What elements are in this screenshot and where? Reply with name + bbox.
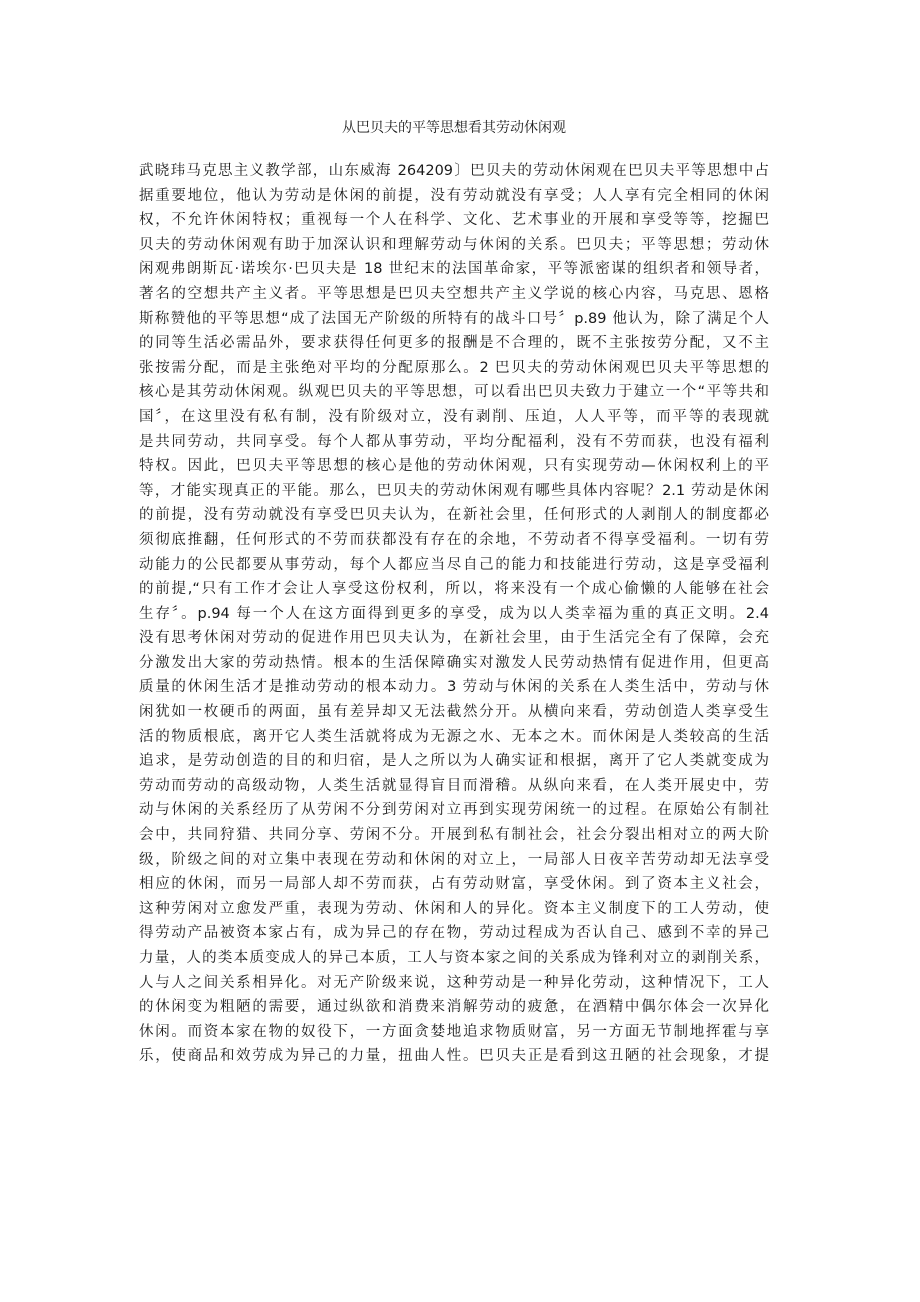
paragraph-line: 活的物质根底，离开它人类生活就将成为无源之水、无本之木。而休闲是人类较高的生活 [139,728,769,745]
paragraph-line: 分激发出大家的劳动热情。根本的生活保障确实对激发人民劳动热情有促进作用，但更高 [139,654,769,671]
paragraph-line: 得劳动产品被资本家占有，成为异己的存在物，劳动过程成为否认自己、感到不幸的异己 [139,925,769,942]
paragraph-line: 据重要地位，他认为劳动是休闲的前提，没有劳动就没有享受；人人享有完全相同的休闲 [139,187,769,204]
paragraph-line: 武晓玮马克思主义教学部，山东威海 264209〕巴贝夫的劳动休闲观在巴贝夫平等思想中占 [139,163,769,179]
paragraph-line: 动能力的公民都要从事劳动，每个人都应当尽自己的能力和技能进行劳动，这是享受福利 [139,556,769,573]
paragraph-line: 闲观弗朗斯瓦·诺埃尔·巴贝夫是 18 世纪末的法国革命家，平等派密谋的组织者和领导者， [139,261,769,278]
paragraph-line: 质量的休闲生活才是推动劳动的根本动力。3 劳动与休闲的关系在人类生活中，劳动与休 [139,679,769,696]
paragraph-line: 的前提，没有劳动就没有享受巴贝夫认为，在新社会里，任何形式的人剥削人的制度都必 [139,507,769,524]
paragraph-line: 力量，人的类本质变成人的异己本质，工人与资本家之间的关系成为锋利对立的剥削关系， [139,950,769,966]
paragraph-line: 乐，使商品和效劳成为异己的力量，扭曲人性。巴贝夫正是看到这丑陋的社会现象，才提 [139,1048,769,1065]
document-body [139,159,769,1069]
paragraph-line: 劳动而劳动的高级动物，人类生活就显得盲目而滑稽。从纵向来看，在人类开展史中，劳 [139,777,769,794]
document-page [139,118,769,1069]
paragraph-line: 人与人之间关系相异化。对无产阶级来说，这种劳动是一种异化劳动，这种情况下，工人 [139,974,769,991]
paragraph-line: 动与休闲的关系经历了从劳闲不分到劳闲对立再到实现劳闲统一的过程。在原始公有制社 [139,802,769,819]
paragraph-line: 会中，共同狩猎、共同分享、劳闲不分。开展到私有制社会，社会分裂出相对立的两大阶 [139,827,769,844]
paragraph-line: 的休闲变为粗陋的需要，通过纵欲和消费来消解劳动的疲惫，在酒精中偶尔体会一次异化 [139,999,769,1016]
paragraph-line: 的前提,“只有工作才会让人享受这份权利，所以，将来没有一个成心偷懒的人能够在社会 [139,581,769,598]
paragraph-line: 追求，是劳动创造的目的和归宿，是人之所以为人确实证和根据，离开了它人类就变成为 [139,753,769,770]
paragraph-line: 相应的休闲，而另一局部人却不劳而获，占有劳动财富，享受休闲。到了资本主义社会， [139,876,769,893]
paragraph-line: 闲犹如一枚硬币的两面，虽有差异却又无法截然分开。从横向来看，劳动创造人类享受生 [139,704,769,721]
paragraph-line: 特权。因此，巴贝夫平等思想的核心是他的劳动休闲观，只有实现劳动—休闲权利上的平 [139,458,769,475]
paragraph-line: 国〞，在这里没有私有制，没有阶级对立，没有剥削、压迫，人人平等，而平等的表现就 [139,408,769,425]
paragraph-line: 是共同劳动，共同享受。每个人都从事劳动，平均分配福利，没有不劳而获，也没有福利 [139,433,769,450]
paragraph-line: 生存〞。p.94 每一个人在这方面得到更多的享受，成为以人类幸福为重的真正文明。2.4 [139,605,769,622]
paragraph-line: 贝夫的劳动休闲观有助于加深认识和理解劳动与休闲的关系。巴贝夫；平等思想；劳动休 [139,236,769,253]
paragraph-line: 等，才能实现真正的平能。那么，巴贝夫的劳动休闲观有哪些具体内容呢？2.1 劳动是休闲 [139,482,769,499]
paragraph-line: 的同等生活必需品外，要求获得任何更多的报酬是不合理的，既不主张按劳分配，又不主 [139,335,769,352]
paragraph-line: 张按需分配，而是主张绝对平均的分配原那么。2 巴贝夫的劳动休闲观巴贝夫平等思想的 [139,359,769,376]
paragraph-line: 须彻底推翻，任何形式的不劳而获都没有存在的余地，不劳动者不得享受福利。一切有劳 [139,531,769,548]
paragraph-line: 斯称赞他的平等思想“成了法国无产阶级的所特有的战斗口号〞p.89 他认为，除了满足个人 [139,310,769,327]
paragraph-line: 级，阶级之间的对立集中表现在劳动和休闲的对立上，一局部人日夜辛苦劳动却无法享受 [139,851,769,868]
paragraph-line: 这种劳闲对立愈发严重，表现为劳动、休闲和人的异化。资本主义制度下的工人劳动，使 [139,900,769,917]
paragraph-line: 休闲。而资本家在物的奴役下，一方面贪婪地追求物质财富，另一方面无节制地挥霍与享 [139,1023,769,1040]
paragraph-line: 著名的空想共产主义者。平等思想是巴贝夫空想共产主义学说的核心内容，马克思、恩格 [139,285,769,302]
paragraph-line: 核心是其劳动休闲观。纵观巴贝夫的平等思想，可以看出巴贝夫致力于建立一个“平等共和 [139,384,769,401]
document-title: 从巴贝夫的平等思想看其劳动休闲观 [342,120,566,136]
paragraph-line: 权，不允许休闲特权；重视每一个人在科学、文化、艺术事业的开展和享受等等，挖掘巴 [139,212,769,229]
paragraph-line: 没有思考休闲对劳动的促进作用巴贝夫认为，在新社会里，由于生活完全有了保障，会充 [139,630,769,647]
